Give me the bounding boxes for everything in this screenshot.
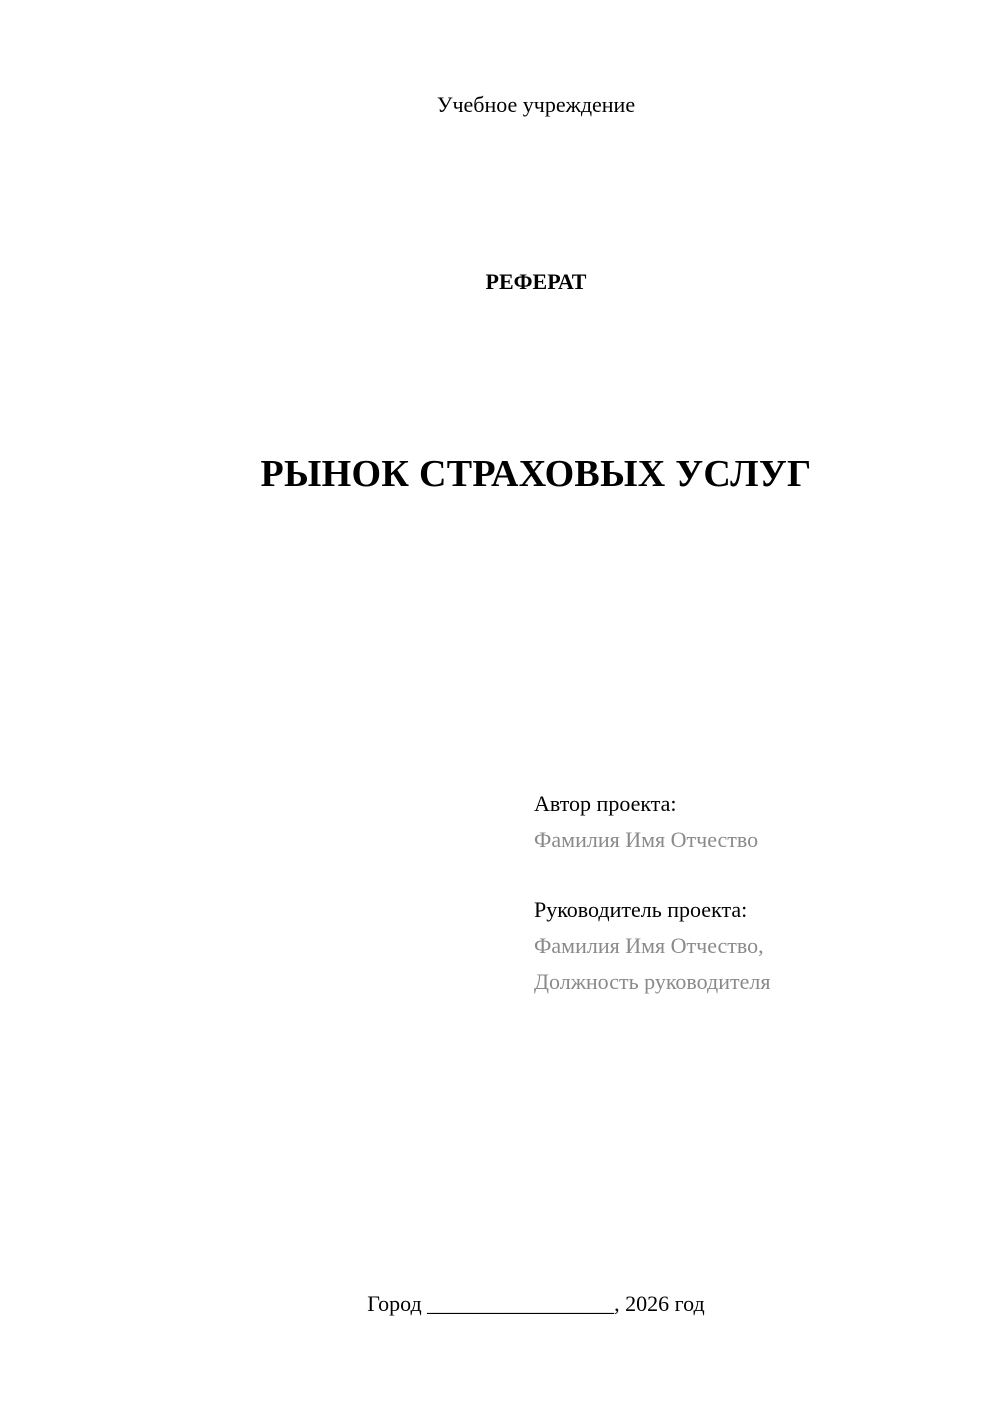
- supervisor-position: Должность руководителя: [534, 969, 771, 994]
- author-name: Фамилия Имя Отчество: [534, 827, 759, 852]
- supervisor-label: Руководитель проекта:: [534, 897, 748, 922]
- credits-block: [534, 786, 974, 1000]
- document-type: РЕФЕРАТ: [485, 269, 587, 294]
- credits-spacer: [534, 858, 974, 892]
- author-label: Автор проекта:: [534, 791, 677, 816]
- supervisor-name: Фамилия Имя Отчество,: [534, 933, 764, 958]
- institution-name: Учебное учреждение: [436, 92, 636, 117]
- city-year-line: Город _________________, 2026 год: [367, 1291, 705, 1316]
- document-title: РЫНОК СТРАХОВЫХ УСЛУГ: [260, 453, 812, 495]
